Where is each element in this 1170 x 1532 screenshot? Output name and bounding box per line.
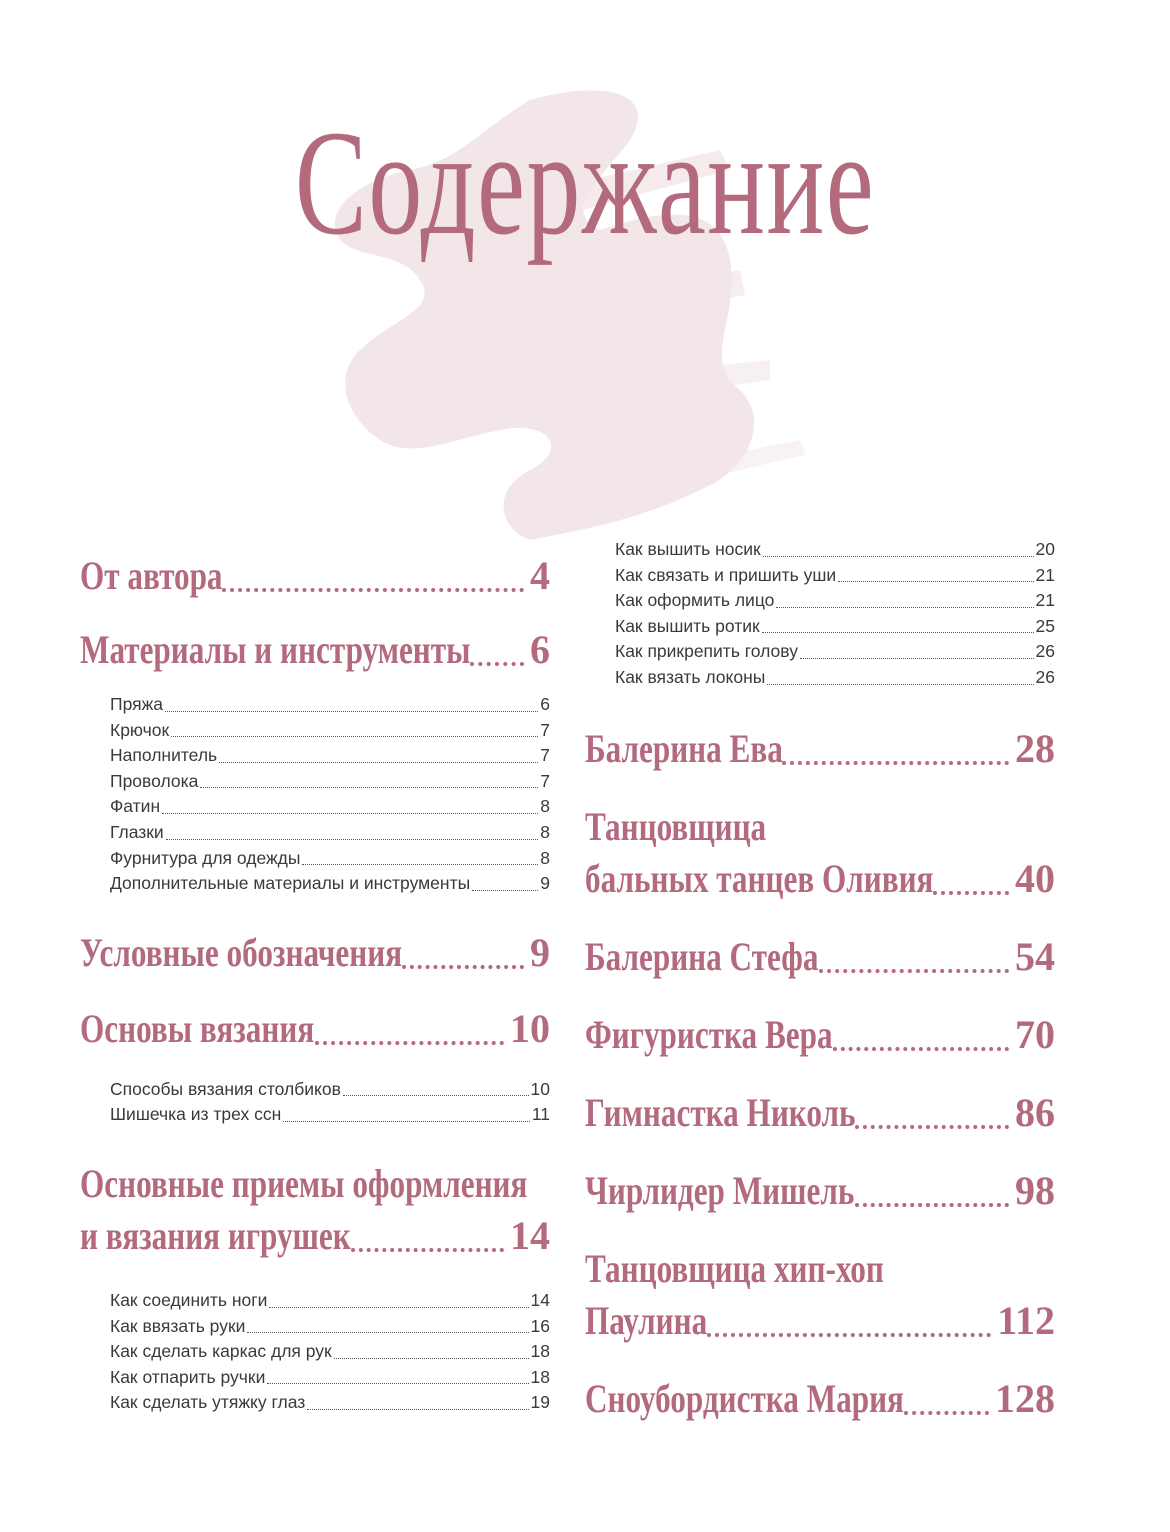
entry-page: 112 (997, 1297, 1055, 1343)
subentry-page: 7 (540, 719, 550, 740)
leader-dots (819, 969, 1009, 973)
entry-title: и вязания игрушек (80, 1212, 351, 1258)
toc-entry-symbols[interactable] (80, 927, 550, 979)
leader-dots (162, 813, 538, 814)
subentry-page: 21 (1035, 590, 1055, 611)
entry-title-line2 (585, 1295, 1055, 1347)
toc-entry-nicole[interactable] (585, 1087, 1055, 1139)
subentry-title: Фурнитура для одежды (110, 847, 301, 868)
toc-subentry[interactable] (110, 1314, 550, 1340)
entry-page: 40 (1015, 855, 1055, 901)
leader-dots (762, 632, 1034, 633)
leader-dots (267, 1383, 528, 1384)
toc-subentry[interactable] (615, 563, 1055, 589)
entry-page: 6 (530, 627, 550, 672)
subentry-title: Фатин (110, 796, 161, 817)
leader-dots (833, 1047, 1009, 1051)
subentry-title: Как связать и пришить уши (615, 564, 837, 585)
entry-title: От автора (80, 553, 223, 598)
toc-entry-techniques[interactable] (80, 1158, 550, 1262)
toc-subentry[interactable] (110, 794, 550, 820)
subentry-page: 14 (530, 1289, 550, 1310)
subentry-page: 7 (540, 745, 550, 766)
toc-subentry[interactable] (110, 1390, 550, 1416)
toc-subentry[interactable] (110, 1102, 550, 1128)
toc-subentry[interactable] (110, 769, 550, 795)
entry-title: бальных танцев Оливия (585, 855, 934, 901)
entry-title: Балерина Ева (585, 725, 783, 771)
entry-title-line2 (80, 1210, 550, 1262)
toc-subentry[interactable] (110, 743, 550, 769)
leader-dots (334, 1358, 529, 1359)
leader-dots (470, 662, 524, 666)
entry-page: 28 (1015, 725, 1055, 771)
subentry-page: 26 (1035, 666, 1055, 687)
subentry-page: 21 (1035, 564, 1055, 585)
subentry-page: 8 (540, 847, 550, 868)
toc-subentry[interactable] (615, 614, 1055, 640)
entry-title-line1: Танцовщица (585, 803, 767, 849)
subentry-page: 18 (530, 1341, 550, 1362)
leader-dots (776, 607, 1033, 608)
entry-title: Чирлидер Мишель (585, 1167, 855, 1213)
page-title: Содержание (294, 100, 876, 266)
leader-dots (165, 711, 538, 712)
leader-dots (200, 787, 538, 788)
subentry-page: 25 (1035, 615, 1055, 636)
leader-dots (171, 736, 538, 737)
entry-page: 98 (1015, 1167, 1055, 1213)
entry-page: 9 (530, 929, 550, 975)
subentry-page: 10 (530, 1078, 550, 1099)
toc-entry-stefa[interactable] (585, 931, 1055, 983)
basics-subentries (80, 1077, 550, 1128)
toc-entry-vera[interactable] (585, 1009, 1055, 1061)
entry-title: Сноубордистка Мария (585, 1375, 904, 1421)
leader-dots (283, 1121, 530, 1122)
subentry-title: Шишечка из трех ссн (110, 1104, 282, 1125)
leader-dots (838, 581, 1033, 582)
entry-title: Основы вязания (80, 1005, 315, 1051)
subentry-title: Глазки (110, 821, 164, 842)
entry-title: Фигуристка Вера (585, 1011, 833, 1057)
entry-page: 4 (530, 553, 550, 598)
toc-entry-michelle[interactable] (585, 1165, 1055, 1217)
subentry-title: Крючок (110, 719, 170, 740)
toc-subentry[interactable] (615, 665, 1055, 691)
entry-page: 128 (995, 1375, 1055, 1421)
techniques-subentries-continued (585, 537, 1055, 691)
subentry-title: Как соединить ноги (110, 1289, 268, 1310)
subentry-title: Пряжа (110, 694, 164, 714)
toc-subentry[interactable] (110, 1339, 550, 1365)
subentry-title: Как вышить ротик (615, 615, 760, 636)
toc-entry-materials[interactable] (80, 624, 550, 676)
leader-dots (351, 1248, 504, 1252)
entry-title: Материалы и инструменты (80, 627, 471, 672)
toc-subentry[interactable] (110, 1077, 550, 1103)
subentry-title: Как отпарить ручки (110, 1366, 266, 1387)
subentry-title: Как сделать каркас для рук (110, 1341, 332, 1362)
entry-page: 70 (1015, 1011, 1055, 1057)
entry-page: 10 (510, 1005, 550, 1051)
toc-subentry[interactable] (110, 820, 550, 846)
toc-entry-eva[interactable] (585, 723, 1055, 775)
leader-dots (166, 839, 539, 840)
toc-subentry[interactable] (110, 871, 550, 897)
leader-dots (402, 965, 524, 969)
leader-dots (763, 556, 1034, 557)
entry-title-line2 (585, 853, 1055, 905)
leader-dots (904, 1411, 989, 1415)
subentry-title: Как сделать утяжку глаз (110, 1392, 306, 1413)
toc-left-column (80, 540, 550, 1416)
toc-subentry[interactable] (110, 718, 550, 744)
toc-subentry[interactable] (110, 1288, 550, 1314)
leader-dots (782, 761, 1009, 765)
entry-title: Паулина (585, 1297, 708, 1343)
entry-page: 14 (510, 1212, 550, 1258)
toc-entry-basics[interactable] (80, 1003, 550, 1055)
leader-dots (269, 1307, 528, 1308)
leader-dots (707, 1333, 991, 1337)
subentry-title: Дополнительные материалы и инструменты (110, 873, 471, 894)
leader-dots (247, 1332, 528, 1333)
subentry-title: Наполнитель (110, 745, 218, 766)
entry-title: Гимнастка Николь (585, 1089, 856, 1135)
toc-subentry[interactable] (615, 639, 1055, 665)
entry-title: Условные обозначения (80, 929, 403, 975)
subentry-title: Как прикрепить голову (615, 641, 798, 662)
leader-dots (302, 864, 538, 865)
subentry-page: 26 (1035, 641, 1055, 662)
subentry-page: 16 (530, 1315, 550, 1336)
toc-subentry[interactable] (615, 588, 1055, 614)
subentry-title: Как вязать локоны (615, 666, 766, 687)
subentry-page: 11 (531, 1104, 550, 1125)
entry-title: Балерина Стефа (585, 933, 819, 979)
leader-dots (933, 891, 1009, 895)
leader-dots (219, 762, 538, 763)
subentry-page: 20 (1035, 539, 1055, 559)
subentry-title: Как вышить носик (615, 539, 761, 559)
entry-page: 86 (1015, 1089, 1055, 1135)
leader-dots (767, 684, 1033, 685)
subentry-page: 9 (540, 873, 550, 894)
subentry-page: 7 (540, 770, 550, 791)
subentry-page: 19 (530, 1392, 550, 1413)
toc-entry-author[interactable] (80, 550, 550, 602)
subentry-page: 18 (530, 1366, 550, 1387)
subentry-title: Проволока (110, 770, 199, 791)
toc-entry-olivia[interactable] (585, 801, 1055, 905)
leader-dots (307, 1409, 528, 1410)
materials-subentries (80, 692, 550, 897)
leader-dots (472, 890, 538, 891)
subentry-page: 8 (540, 821, 550, 842)
toc-subentry[interactable] (615, 537, 1055, 563)
leader-dots (855, 1125, 1009, 1129)
toc-subentry[interactable] (110, 846, 550, 872)
subentry-title: Как оформить лицо (615, 590, 775, 611)
toc-entry-paulina[interactable] (585, 1243, 1055, 1347)
toc-entry-maria[interactable] (585, 1373, 1055, 1425)
entry-title-line1: Танцовщица хип-хоп (585, 1245, 884, 1291)
toc-subentry[interactable] (110, 1365, 550, 1391)
leader-dots (222, 588, 524, 592)
leader-dots (343, 1095, 529, 1096)
leader-dots (800, 658, 1034, 659)
subentry-title: Как ввязать руки (110, 1315, 246, 1336)
toc-right-column (585, 540, 1055, 1425)
subentry-page: 6 (540, 694, 550, 714)
subentry-page: 8 (540, 796, 550, 817)
leader-dots (855, 1203, 1009, 1207)
entry-page: 54 (1015, 933, 1055, 979)
entry-title-line1: Основные приемы оформления (80, 1160, 528, 1206)
leader-dots (315, 1041, 504, 1045)
subentry-title: Способы вязания столбиков (110, 1078, 341, 1099)
toc-subentry[interactable] (110, 692, 550, 718)
techniques-subentries (80, 1288, 550, 1416)
